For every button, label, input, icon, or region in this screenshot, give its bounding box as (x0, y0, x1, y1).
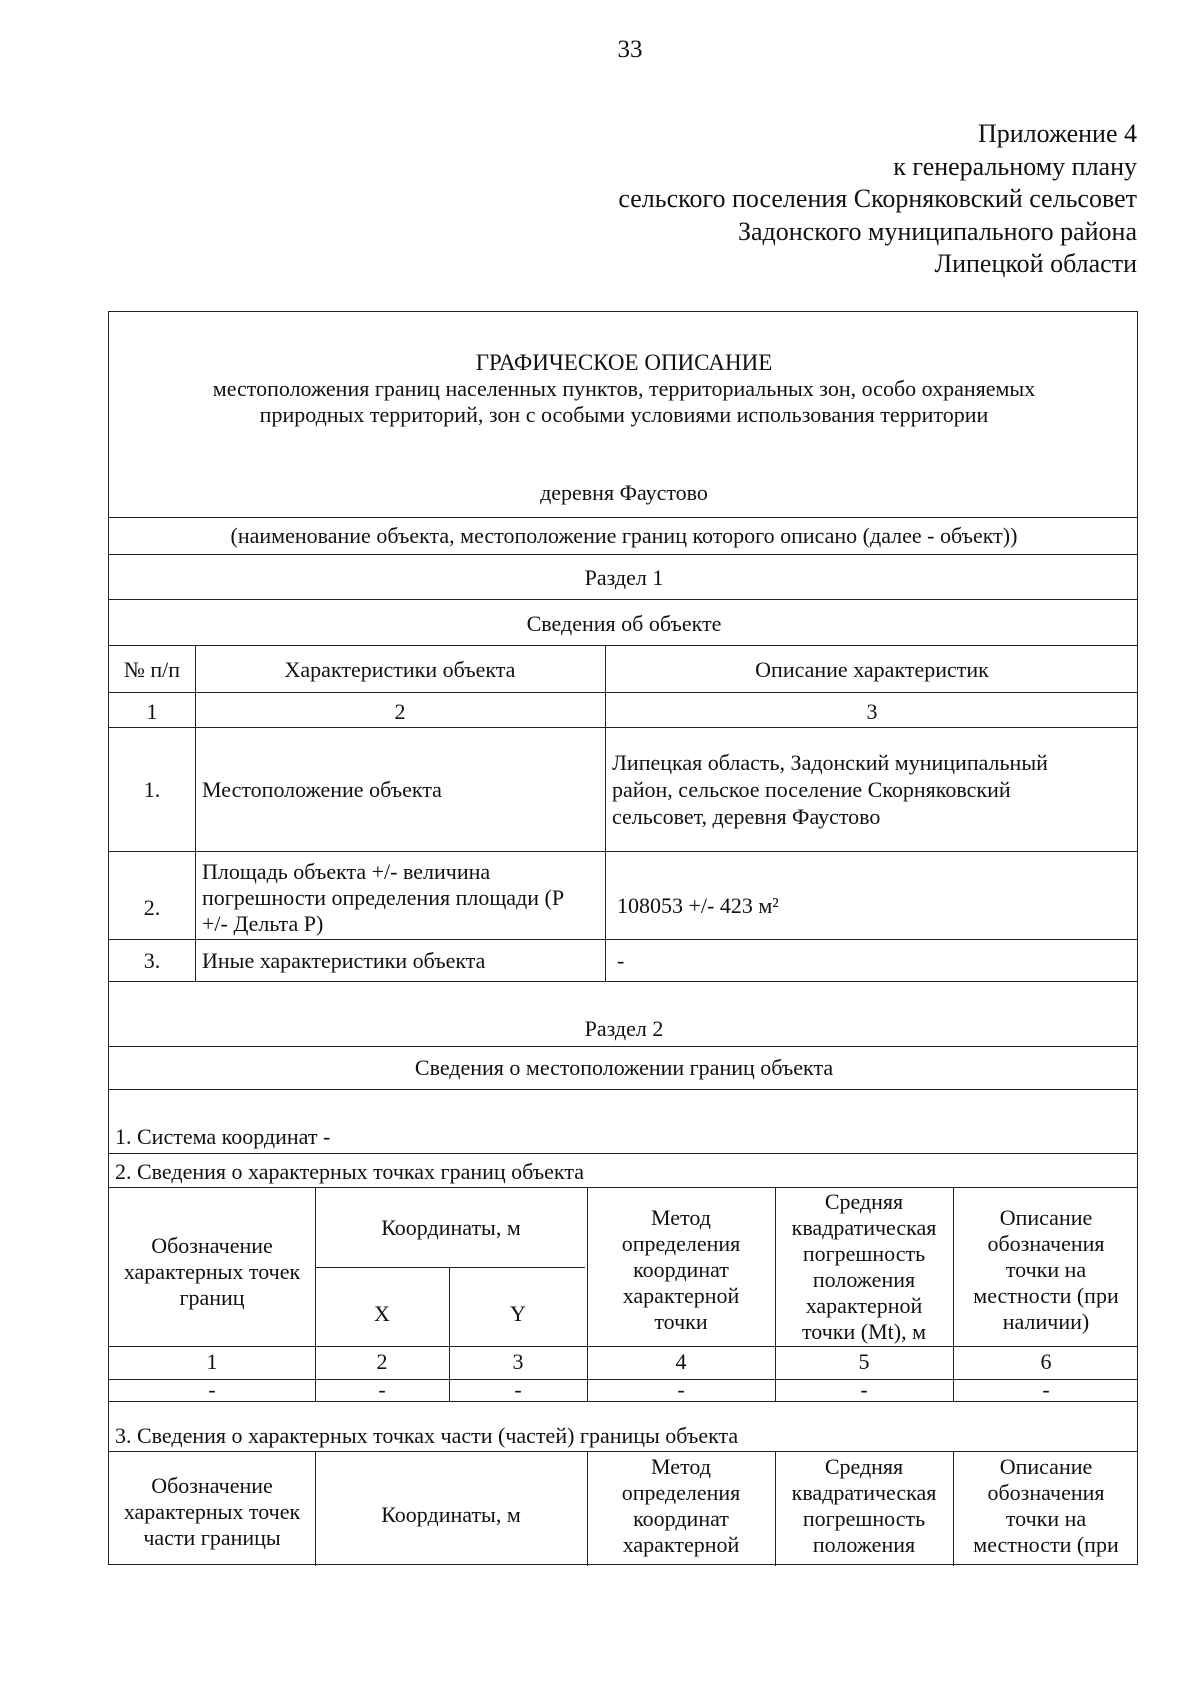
part-header-error: погрешность (802, 1506, 926, 1531)
appendix-line: к генеральному плану (893, 151, 1137, 181)
graphic-description-form (108, 311, 1138, 1565)
coordinate-system: 1. Система координат - (115, 1124, 331, 1149)
empty-cell: - (208, 1377, 216, 1402)
points-title: 2. Сведения о характерных точках границ объекта (115, 1159, 584, 1184)
header-error: положения (812, 1267, 916, 1292)
part-header-method: координат (633, 1506, 729, 1531)
header-coordinates: Координаты, м (381, 1215, 521, 1240)
col-number: 3 (866, 699, 878, 724)
appendix-line: Липецкой области (934, 249, 1137, 278)
part-header-method: характерной (622, 1532, 740, 1557)
header-y: Y (510, 1301, 526, 1326)
section1-subtitle: Сведения об объекте (526, 611, 722, 636)
row-value: 108053 +/- 423 м² (617, 893, 779, 918)
header-designation: Обозначение (151, 1233, 273, 1258)
row-characteristic-line: Площадь объекта +/- величина (202, 859, 491, 884)
header-description: наличии) (1002, 1309, 1090, 1334)
part-header-error: квадратическая (791, 1480, 937, 1505)
part-header-description: обозначения (987, 1480, 1105, 1505)
part-points-title: 3. Сведения о характерных точках части (частей) границы объекта (115, 1423, 739, 1448)
part-header-method: Метод (651, 1454, 711, 1479)
col-number: 5 (858, 1349, 870, 1374)
row-value: - (617, 948, 625, 973)
header-error: характерной (805, 1293, 923, 1318)
header-description: точки на (1005, 1257, 1087, 1282)
col-number: 4 (675, 1349, 687, 1374)
header-x: X (374, 1301, 390, 1326)
header-description: обозначения (987, 1231, 1105, 1256)
row-number: 3. (143, 948, 161, 973)
part-header-description: Описание (999, 1454, 1093, 1479)
header-error: Средняя (824, 1189, 904, 1214)
empty-cell: - (860, 1377, 868, 1402)
col-number: 3 (512, 1349, 524, 1374)
appendix-header (618, 118, 1137, 281)
object-caption: (наименование объекта, местоположение границ которого описано (далее - объект)) (230, 523, 1018, 548)
header-error: погрешность (802, 1241, 926, 1266)
section2-title: Раздел 2 (584, 1016, 664, 1041)
empty-cell: - (378, 1377, 386, 1402)
part-header-error: Средняя (824, 1454, 904, 1479)
header-method: характерной (622, 1283, 740, 1308)
part-header-coordinates: Координаты, м (381, 1502, 521, 1527)
header-method: точки (654, 1309, 708, 1334)
header-method: Метод (651, 1205, 711, 1230)
col-header-characteristics: Характеристики объекта (284, 657, 516, 682)
part-header-description: точки на (1005, 1506, 1087, 1531)
empty-cell: - (1042, 1377, 1050, 1402)
row-characteristic-line: погрешности определения площади (Р (202, 885, 565, 910)
form-subtitle: природных территорий, зон с особыми условиями использования территории (259, 402, 989, 427)
part-header-designation: характерных точек (123, 1499, 301, 1524)
row-number: 2. (143, 895, 161, 920)
row-characteristic: Местоположение объекта (202, 777, 442, 802)
part-header-error: положения (812, 1532, 916, 1557)
empty-cell: - (677, 1377, 685, 1402)
header-error: квадратическая (791, 1215, 937, 1240)
empty-cell: - (514, 1377, 522, 1402)
section1-title: Раздел 1 (584, 565, 664, 590)
form-title: ГРАФИЧЕСКОЕ ОПИСАНИЕ (475, 350, 773, 375)
appendix-line: Задонского муниципального района (737, 216, 1137, 246)
header-designation: границ (179, 1285, 245, 1310)
part-header-designation: части границы (143, 1525, 281, 1550)
col-number: 1 (146, 699, 158, 724)
part-header-method: определения (621, 1480, 741, 1505)
row-number: 1. (143, 777, 161, 802)
col-header-description: Описание характеристик (755, 657, 989, 682)
header-method: определения (621, 1231, 741, 1256)
row-characteristic: Иные характеристики объекта (202, 948, 486, 973)
col-number: 2 (394, 699, 406, 724)
part-header-designation: Обозначение (151, 1473, 273, 1498)
section2-subtitle: Сведения о местоположении границ объекта (414, 1055, 834, 1080)
col-header-num: № п/п (123, 657, 181, 682)
header-description: местности (при (973, 1283, 1119, 1308)
appendix-line: Приложение 4 (977, 119, 1137, 148)
part-header-description: местности (при (973, 1532, 1119, 1557)
col-number: 1 (206, 1349, 218, 1374)
col-number: 2 (376, 1349, 388, 1374)
col-number: 6 (1040, 1349, 1052, 1374)
object-name: деревня Фаустово (540, 480, 708, 505)
header-method: координат (633, 1257, 729, 1282)
row-value-line: Липецкая область, Задонский муниципальный (612, 750, 1048, 775)
header-designation: характерных точек (123, 1259, 301, 1284)
page-number: 33 (617, 36, 643, 63)
row-value-line: район, сельское поселение Скорняковский (612, 777, 1011, 802)
appendix-line: сельского поселения Скорняковский сельсовет (618, 184, 1137, 213)
row-characteristic-line: +/- Дельта Р) (202, 911, 324, 936)
form-subtitle: местоположения границ населенных пунктов, территориальных зон, особо охраняемых (212, 376, 1036, 401)
header-description: Описание (999, 1205, 1093, 1230)
header-error: точки (Mt), м (801, 1319, 927, 1344)
row-value-line: сельсовет, деревня Фаустово (612, 804, 881, 829)
